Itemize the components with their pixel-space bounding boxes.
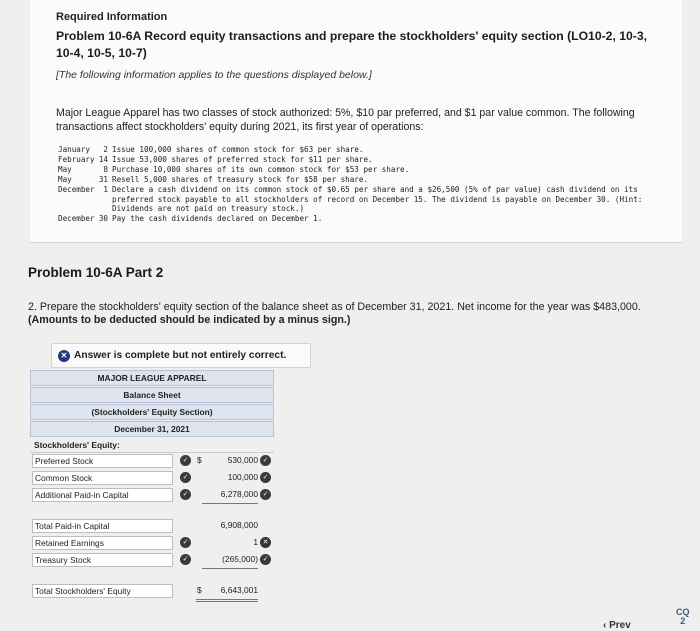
- transaction-row: May 8 Purchase 10,000 shares of its own common stock for $53 per share.: [58, 164, 410, 174]
- answer-status-text: Answer is complete but not entirely correct.: [74, 350, 287, 361]
- problem-title: Problem 10-6A Record equity transactions and prepare the stockholders' equity section (LO10-2, 10-3, 10-4, 10-5, 10-7): [56, 29, 647, 60]
- page-indicator[interactable]: CQ 2: [676, 607, 690, 626]
- transaction-row: January 2 Issue 100,000 shares of common stock for $63 per share.: [58, 145, 364, 154]
- question-text: 2. Prepare the stockholders' equity section of the balance sheet as of December 31, 2021. Net income for the year was $483,000. (Amounts to be deducted should be indicated by a minus sign.): [28, 301, 641, 326]
- transaction-row: December 1 Declare a cash dividend on its common stock of $0.65 per share and a $26,500 (5% of par value) cash dividend on its preferred stock payable to all stockholders of record on December 15. The dividend is payable on December 30. (Hint: Dividends are not paid on treasury stock.): [58, 184, 647, 214]
- check-icon: [260, 489, 271, 500]
- transaction-row: May 31 Resell 5,000 shares of treasury stock for $58 per share.: [58, 174, 369, 184]
- check-icon: [260, 455, 271, 466]
- error-x-icon: [260, 537, 271, 548]
- check-icon: [260, 554, 271, 565]
- incorrect-x-icon: ✕: [58, 350, 70, 362]
- total-paid-in-label[interactable]: Total Paid-in Capital: [32, 519, 173, 533]
- total-paid-in-value[interactable]: 6,908,000: [220, 520, 258, 530]
- retained-earnings-value[interactable]: 1: [253, 537, 258, 547]
- answer-status-banner: [51, 343, 311, 368]
- preferred-stock-value[interactable]: 530,000: [227, 455, 258, 465]
- common-stock-label[interactable]: Common Stock: [32, 471, 173, 485]
- check-icon: [180, 472, 191, 483]
- apic-value[interactable]: 6,278,000: [220, 489, 258, 499]
- prev-button[interactable]: ‹ Prev: [603, 620, 631, 631]
- sheet-title: Balance Sheet: [30, 387, 274, 403]
- transaction-row: February 14 Issue 53,000 shares of preferred stock for $11 per share.: [58, 154, 373, 164]
- double-underline: [196, 601, 258, 602]
- sheet-section: (Stockholders' Equity Section): [30, 404, 274, 420]
- transactions-list: [58, 145, 658, 224]
- subtotal-line: [202, 568, 258, 569]
- treasury-stock-value[interactable]: (265,000): [222, 554, 258, 564]
- common-stock-value[interactable]: 100,000: [227, 472, 258, 482]
- check-icon: [180, 455, 191, 466]
- question-note: (Amounts to be deducted should be indicated by a minus sign.): [28, 314, 351, 326]
- subtotal-line: [202, 503, 258, 504]
- sheet-company: MAJOR LEAGUE APPAREL: [30, 370, 274, 386]
- double-underline: [196, 599, 258, 600]
- treasury-stock-label[interactable]: Treasury Stock: [32, 553, 173, 567]
- required-info-title: Required Information: [56, 11, 168, 23]
- intro-text: Major League Apparel has two classes of stock authorized: 5%, $10 par preferred, and $1 par value common. The following transactions affect stockholders' equity during 2021, its first year of operations:: [56, 107, 635, 133]
- preferred-stock-label[interactable]: Preferred Stock: [32, 454, 173, 468]
- equity-heading: Stockholders' Equity:: [30, 438, 274, 453]
- check-icon: [180, 489, 191, 500]
- applies-note: [The following information applies to the questions displayed below.]: [56, 69, 372, 81]
- total-equity-label[interactable]: Total Stockholders' Equity: [32, 584, 173, 598]
- apic-label[interactable]: Additional Paid-in Capital: [32, 488, 173, 502]
- balance-sheet: MAJOR LEAGUE APPAREL Balance Sheet (Stockholders' Equity Section) December 31, 2021 Stockholders' Equity: Preferred Stock ✓ $ 530,000 ✓ Common Stock ✓ 100,000 ✓ Additional Paid-in Capital ✓ 6,278,000 ✓ Total Paid-in Capital 6,908,000 Retained Earnings ✓ 1 ✕ Treasury Stock ✓ (265,000) ✓ Total Stockholders' Equity $ 6,643,001: [30, 370, 274, 606]
- check-icon: [260, 472, 271, 483]
- total-equity-value[interactable]: 6,643,001: [220, 585, 258, 595]
- retained-earnings-label[interactable]: Retained Earnings: [32, 536, 173, 550]
- check-icon: [180, 554, 191, 565]
- sheet-date: December 31, 2021: [30, 421, 274, 437]
- transaction-row: December 30 Pay the cash dividends declared on December 1.: [58, 214, 323, 224]
- check-icon: [180, 537, 191, 548]
- part-title: Problem 10-6A Part 2: [28, 265, 164, 280]
